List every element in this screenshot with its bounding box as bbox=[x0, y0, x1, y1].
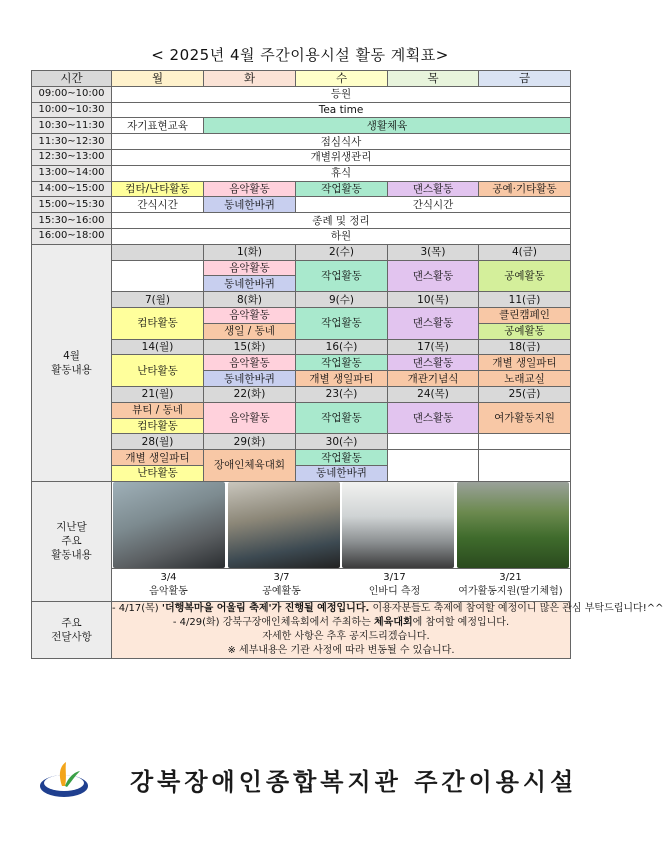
photo-craft-activity bbox=[228, 482, 340, 568]
header-row bbox=[32, 71, 571, 87]
activity-cell: 공예활동 bbox=[479, 323, 571, 339]
time-row bbox=[32, 118, 571, 134]
time-row bbox=[32, 149, 571, 165]
photo-caption-date: 3/4 bbox=[160, 571, 177, 583]
time-cell: 13:00~14:00 bbox=[32, 165, 112, 181]
activity-cell: 자기표현교육 bbox=[112, 118, 204, 134]
time-cell: 15:30~16:00 bbox=[32, 213, 112, 229]
date-cell: 7(월) bbox=[112, 292, 204, 308]
activity-cell: Tea time bbox=[112, 102, 571, 118]
activity-cell: 뷰티 / 동네 bbox=[112, 402, 204, 418]
note-text: 에 참여할 예정입니다. bbox=[412, 616, 510, 628]
photo-caption bbox=[339, 571, 451, 599]
header-mon: 월 bbox=[112, 71, 204, 87]
activity-cell: 컴타활동 bbox=[112, 307, 204, 339]
time-cell: 16:00~18:00 bbox=[32, 228, 112, 244]
empty-cell bbox=[479, 450, 571, 482]
date-row bbox=[32, 292, 571, 308]
photo-strawberry-experience bbox=[457, 482, 569, 568]
activity-cell: 음악활동 bbox=[204, 181, 296, 197]
header-wed: 수 bbox=[296, 71, 388, 87]
note-item: ※ 세부내용은 기관 사정에 따라 변동될 수 있습니다. bbox=[227, 644, 455, 656]
activity-cell: 간식시간 bbox=[296, 197, 571, 213]
activity-row bbox=[32, 307, 571, 323]
photo-row bbox=[32, 481, 571, 568]
past-label bbox=[32, 481, 112, 601]
date-row bbox=[32, 386, 571, 402]
photo-caption-text: 공예활동 bbox=[262, 585, 301, 597]
activity-cell: 개별 생일파티 bbox=[112, 450, 204, 466]
photo-caption-text: 음악활동 bbox=[149, 585, 188, 597]
past-label-text: 지난달 주요 활동내용 bbox=[51, 521, 92, 562]
activity-cell: 댄스활동 bbox=[388, 181, 479, 197]
activity-cell: 휴식 bbox=[112, 165, 571, 181]
note-highlight: '더행복마을 어울림 축제'가 진행될 예정입니다. bbox=[161, 602, 370, 614]
activity-cell: 댄스활동 bbox=[388, 355, 479, 371]
date-cell: 8(화) bbox=[204, 292, 296, 308]
header-fri: 금 bbox=[479, 71, 571, 87]
time-cell: 15:00~15:30 bbox=[32, 197, 112, 213]
header-time: 시간 bbox=[32, 71, 112, 87]
date-cell: 25(금) bbox=[479, 386, 571, 402]
activity-cell: 작업활동 bbox=[296, 260, 388, 292]
activity-cell: 클린캠페인 bbox=[479, 307, 571, 323]
activity-cell: 장애인체육대회 bbox=[204, 450, 296, 482]
activity-cell: 개별 생일파티 bbox=[296, 371, 388, 387]
time-row bbox=[32, 181, 571, 197]
notes-row bbox=[32, 601, 571, 658]
time-row bbox=[32, 102, 571, 118]
caption-strip bbox=[112, 568, 571, 601]
date-cell: 23(수) bbox=[296, 386, 388, 402]
date-cell: 10(목) bbox=[388, 292, 479, 308]
activity-row bbox=[32, 355, 571, 371]
photo-music-activity bbox=[113, 482, 225, 568]
date-cell: 29(화) bbox=[204, 434, 296, 450]
notes-content bbox=[112, 601, 663, 658]
time-cell: 11:30~12:30 bbox=[32, 134, 112, 150]
date-cell: 21(월) bbox=[112, 386, 204, 402]
activity-cell: 개관기념식 bbox=[388, 371, 479, 387]
footer bbox=[0, 752, 600, 812]
activity-cell: 난타활동 bbox=[112, 355, 204, 387]
time-row bbox=[32, 134, 571, 150]
activity-cell: 하원 bbox=[112, 228, 571, 244]
photo-caption bbox=[113, 571, 225, 599]
activity-cell: 동네한바퀴 bbox=[296, 465, 388, 481]
empty-cell bbox=[388, 450, 479, 482]
date-cell: 16(수) bbox=[296, 339, 388, 355]
date-cell: 30(수) bbox=[296, 434, 388, 450]
date-cell: 17(목) bbox=[388, 339, 479, 355]
activity-cell: 작업활동 bbox=[296, 450, 388, 466]
activity-cell: 작업활동 bbox=[296, 307, 388, 339]
date-cell: 15(화) bbox=[204, 339, 296, 355]
photo-caption-date: 3/21 bbox=[499, 571, 522, 583]
activity-cell: 댄스활동 bbox=[388, 402, 479, 434]
activity-cell: 작업활동 bbox=[296, 355, 388, 371]
notes-label bbox=[32, 601, 112, 658]
activity-cell: 난타활동 bbox=[112, 465, 204, 481]
date-cell: 11(금) bbox=[479, 292, 571, 308]
date-cell: 28(월) bbox=[112, 434, 204, 450]
time-row bbox=[32, 197, 571, 213]
activity-cell: 동네한바퀴 bbox=[204, 197, 296, 213]
date-cell bbox=[112, 244, 204, 260]
activity-cell: 동네한바퀴 bbox=[204, 276, 296, 292]
activity-cell: 작업활동 bbox=[296, 181, 388, 197]
note-text: 이용자분들도 축제에 참여할 예정이니 많은 관심 부탁드립니다!^^ bbox=[369, 602, 663, 614]
page-title: < 2025년 4월 주간이용시설 활동 계획표> bbox=[151, 46, 449, 64]
date-cell: 22(화) bbox=[204, 386, 296, 402]
note-item bbox=[112, 602, 663, 616]
time-cell: 10:30~11:30 bbox=[32, 118, 112, 134]
activity-cell: 노래교실 bbox=[479, 371, 571, 387]
time-cell: 14:00~15:00 bbox=[32, 181, 112, 197]
activity-cell: 동네한바퀴 bbox=[204, 371, 296, 387]
date-row bbox=[32, 339, 571, 355]
activity-cell: 등원 bbox=[112, 86, 571, 102]
activity-cell: 음악활동 bbox=[204, 355, 296, 371]
time-cell: 09:00~10:00 bbox=[32, 86, 112, 102]
activity-cell: 생일 / 동네 bbox=[204, 323, 296, 339]
photo-caption bbox=[452, 571, 570, 599]
photo-strip bbox=[112, 481, 571, 568]
empty-cell bbox=[112, 260, 204, 292]
activity-row bbox=[32, 260, 571, 276]
photo-inbody-measurement bbox=[342, 482, 454, 568]
april-label bbox=[32, 244, 112, 481]
date-cell: 4(금) bbox=[479, 244, 571, 260]
header-thu: 목 bbox=[388, 71, 479, 87]
header-tue: 화 bbox=[204, 71, 296, 87]
time-row bbox=[32, 213, 571, 229]
time-cell: 12:30~13:00 bbox=[32, 149, 112, 165]
date-cell bbox=[388, 434, 479, 450]
time-cell: 10:00~10:30 bbox=[32, 102, 112, 118]
activity-cell: 컴타/난타활동 bbox=[112, 181, 204, 197]
org-logo-icon bbox=[38, 760, 90, 800]
activity-cell: 점심식사 bbox=[112, 134, 571, 150]
activity-cell: 생활체육 bbox=[204, 118, 571, 134]
note-text: - 4/29(화) 강북구장애인체육회에서 주최하는 bbox=[172, 616, 375, 628]
date-row bbox=[32, 434, 571, 450]
activity-cell: 공예활동 bbox=[479, 260, 571, 292]
activity-cell: 댄스활동 bbox=[388, 260, 479, 292]
activity-cell: 개별 생일파티 bbox=[479, 355, 571, 371]
activity-cell: 간식시간 bbox=[112, 197, 204, 213]
photo-caption-text: 여가활동지원(딸기체험) bbox=[458, 585, 563, 597]
note-text: - 4/17(목) bbox=[112, 602, 162, 614]
april-label-text: 4월 활동내용 bbox=[51, 349, 92, 376]
note-item: 자세한 사항은 추후 공지드리겠습니다. bbox=[262, 630, 430, 642]
time-row bbox=[32, 86, 571, 102]
photo-caption-date: 3/17 bbox=[383, 571, 406, 583]
time-row bbox=[32, 165, 571, 181]
activity-cell: 종례 및 정리 bbox=[112, 213, 571, 229]
activity-cell: 개별위생관리 bbox=[112, 149, 571, 165]
activity-row bbox=[32, 450, 571, 466]
org-name: 강북장애인종합복지관 주간이용시설 bbox=[130, 768, 578, 796]
activity-cell: 컴타활동 bbox=[112, 418, 204, 434]
schedule-table bbox=[31, 70, 663, 659]
date-cell: 14(월) bbox=[112, 339, 204, 355]
photo-caption-text: 인바디 측정 bbox=[368, 585, 421, 597]
note-item bbox=[112, 616, 570, 630]
activity-cell: 공예·기타활동 bbox=[479, 181, 571, 197]
activity-cell: 음악활동 bbox=[204, 402, 296, 434]
date-cell: 1(화) bbox=[204, 244, 296, 260]
photo-caption-date: 3/7 bbox=[273, 571, 290, 583]
date-cell: 2(수) bbox=[296, 244, 388, 260]
date-row bbox=[32, 244, 571, 260]
photo-caption bbox=[226, 571, 338, 599]
date-cell: 9(수) bbox=[296, 292, 388, 308]
activity-cell: 댄스활동 bbox=[388, 307, 479, 339]
date-cell: 24(목) bbox=[388, 386, 479, 402]
date-cell: 18(금) bbox=[479, 339, 571, 355]
activity-row bbox=[32, 402, 571, 418]
date-cell bbox=[479, 434, 571, 450]
date-cell: 3(목) bbox=[388, 244, 479, 260]
activity-cell: 작업활동 bbox=[296, 402, 388, 434]
activity-cell: 여가활동지원 bbox=[479, 402, 571, 434]
activity-cell: 음악활동 bbox=[204, 307, 296, 323]
caption-row bbox=[32, 568, 571, 601]
note-highlight: 체육대회 bbox=[374, 616, 413, 628]
notes-label-text: 주요 전달사항 bbox=[51, 616, 92, 643]
activity-cell: 음악활동 bbox=[204, 260, 296, 276]
time-row bbox=[32, 228, 571, 244]
